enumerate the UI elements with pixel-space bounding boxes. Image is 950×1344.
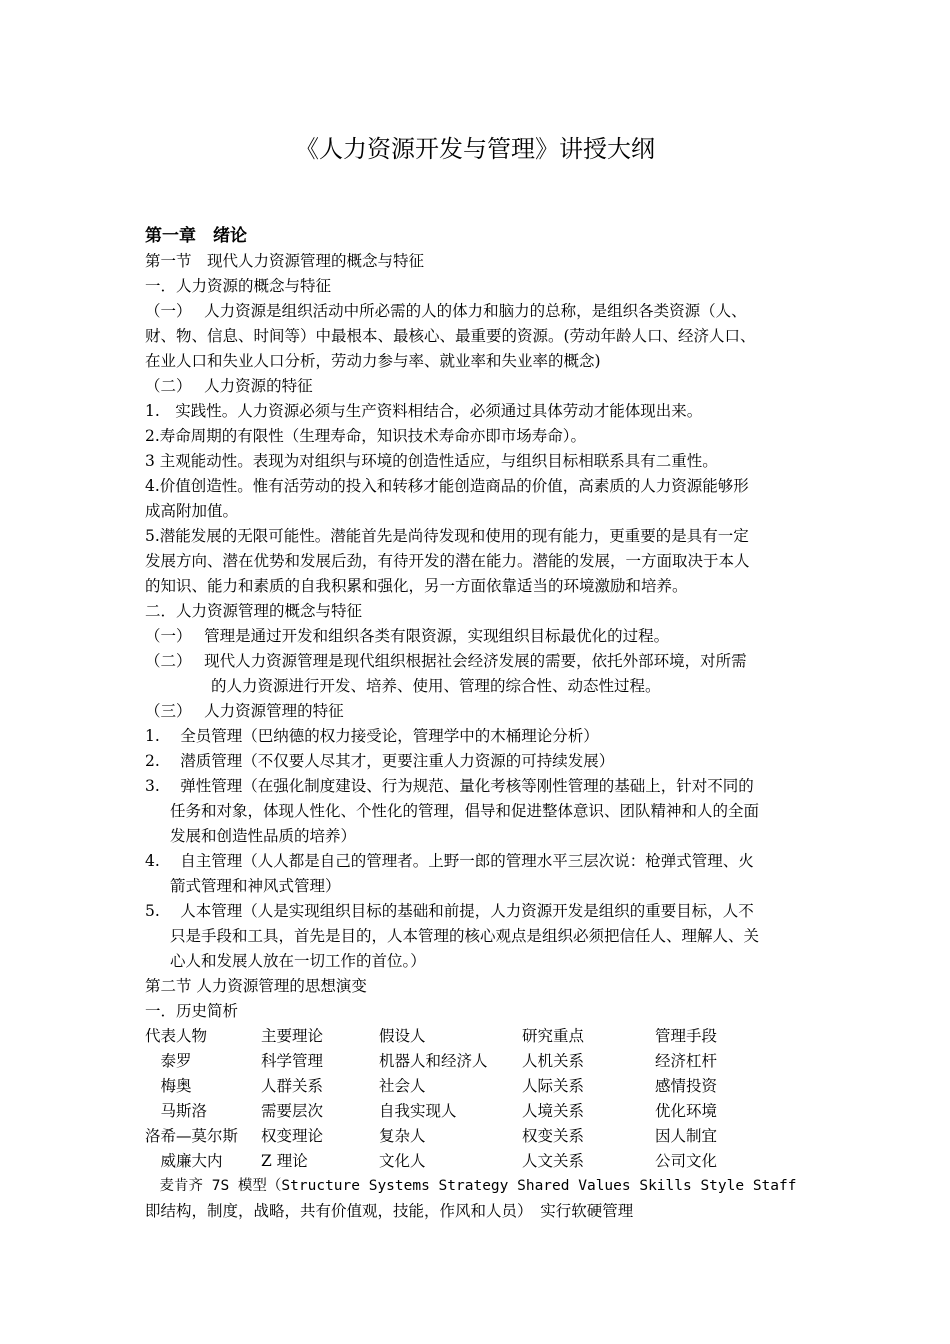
table-row: [145, 1074, 810, 1099]
part-heading: 一．历史简析: [145, 1002, 239, 1020]
table-header: 管理手段: [655, 1027, 718, 1045]
list-item: 的知识、能力和素质的自我积累和强化，另一方面依靠适当的环境激励和培养。: [145, 577, 688, 595]
table-cell: 人群关系: [261, 1077, 324, 1095]
list-item: 心人和发展人放在一切工作的首位。）: [170, 952, 426, 970]
paragraph-line: 的人力资源进行开发、培养、使用、管理的综合性、动态性过程。: [211, 677, 661, 695]
table-header-row: [145, 1024, 810, 1049]
table-cell: 梅奥: [145, 1077, 192, 1095]
list-item: 1. 实践性。人力资源必须与生产资料相结合，必须通过具体劳动才能体现出来。: [145, 402, 703, 420]
table-cell: 人机关系: [522, 1052, 585, 1070]
section-heading: 第二节 人力资源管理的思想演变: [145, 977, 367, 995]
list-item: 发展方向、潜在优势和发展后劲，有待开发的潜在能力。潜能的发展，一方面取决于本人: [145, 552, 750, 570]
list-item: 2. 潜质管理（不仅要人尽其才，更要注重人力资源的可持续发展）: [145, 752, 615, 770]
list-item: 1. 全员管理（巴纳德的权力接受论，管理学中的木桶理论分析）: [145, 727, 599, 745]
paragraph-line: （一） 管理是通过开发和组织各类有限资源，实现组织目标最优化的过程。: [145, 627, 670, 645]
table-cell: 马斯洛: [145, 1102, 208, 1120]
paragraph-line: （二） 现代人力资源管理是现代组织根据社会经济发展的需要，依托外部环境，对所需: [145, 652, 747, 670]
table-cell: 洛希—莫尔斯: [145, 1127, 239, 1145]
table-cell: 人文关系: [522, 1152, 585, 1170]
document-title: 《人力资源开发与管理》讲授大纲: [295, 135, 655, 163]
list-item: 5.潜能发展的无限可能性。潜能首先是尚待发现和使用的现有能力，更重要的是具有一定: [145, 527, 749, 545]
list-item: 发展和创造性品质的培养）: [170, 827, 357, 845]
table-cell: 优化环境: [655, 1102, 718, 1120]
table-row: [145, 1149, 810, 1174]
table-header: 研究重点: [522, 1027, 585, 1045]
table-cell: 人际关系: [522, 1077, 585, 1095]
list-item: 箭式管理和神风式管理）: [170, 877, 341, 895]
table-header: 主要理论: [261, 1027, 324, 1045]
table-cell: 因人制宜: [655, 1127, 718, 1145]
table-cell: 自我实现人: [379, 1102, 457, 1120]
table-cell: 复杂人: [379, 1127, 426, 1145]
table-cell: 经济杠杆: [655, 1052, 718, 1070]
list-item: 4.价值创造性。惟有活劳动的投入和转移才能创造商品的价值，高素质的人力资源能够形: [145, 477, 749, 495]
subpart-heading: （三） 人力资源管理的特征: [145, 702, 344, 720]
table-header: 代表人物: [145, 1027, 208, 1045]
part-heading: 二．人力资源管理的概念与特征: [145, 602, 363, 620]
table-cell: 权变理论: [261, 1127, 324, 1145]
paragraph-line: 在业人口和失业人口分析，劳动力参与率、就业率和失业率的概念): [145, 352, 601, 370]
paragraph-line: 即结构，制度，战略，共有价值观，技能，作风和人员） 实行软硬管理: [145, 1202, 634, 1220]
list-item: 只是手段和工具，首先是目的，人本管理的核心观点是组织必须把信任人、理解人、关: [170, 927, 760, 945]
table-cell: 感情投资: [655, 1077, 718, 1095]
table-cell: 公司文化: [655, 1152, 718, 1170]
paragraph-line: 麦肯齐 7S 模型（Structure Systems Strategy Shared Values Skills Style Staff: [145, 1178, 797, 1194]
paragraph-line: （一） 人力资源是组织活动中所必需的人的体力和脑力的总称，是组织各类资源（人、: [145, 302, 747, 320]
table-cell: 需要层次: [261, 1102, 324, 1120]
subpart-heading: （二） 人力资源的特征: [145, 377, 313, 395]
table-cell: 威廉大内: [145, 1152, 223, 1170]
table-cell: 科学管理: [261, 1052, 324, 1070]
list-item: 4. 自主管理（人人都是自己的管理者。上野一郎的管理水平三层次说：枪弹式管理、火: [145, 852, 754, 870]
chapter-heading: 第一章 绪论: [145, 226, 247, 246]
table-cell: 泰罗: [145, 1052, 192, 1070]
table-cell: 社会人: [379, 1077, 426, 1095]
list-item: 5. 人本管理（人是实现组织目标的基础和前提，人力资源开发是组织的重要目标，人不: [145, 902, 754, 920]
table-row: [145, 1049, 810, 1074]
table-cell: 机器人和经济人: [379, 1052, 488, 1070]
table-cell: 人境关系: [522, 1102, 585, 1120]
list-item: 3 主观能动性。表现为对组织与环境的创造性适应，与组织目标相联系具有二重性。: [145, 452, 718, 470]
list-item: 2.寿命周期的有限性（生理寿命，知识技术寿命亦即市场寿命）。: [145, 427, 587, 445]
paragraph-line: 财、物、信息、时间等）中最根本、最核心、最重要的资源。(劳动年龄人口、经济人口、: [145, 327, 756, 345]
table-header: 假设人: [379, 1027, 426, 1045]
list-item: 成高附加值。: [145, 502, 239, 520]
table-row: [145, 1099, 810, 1124]
table-cell: 文化人: [379, 1152, 426, 1170]
part-heading: 一．人力资源的概念与特征: [145, 277, 332, 295]
table-cell: 权变关系: [522, 1127, 585, 1145]
list-item: 3. 弹性管理（在强化制度建设、行为规范、量化考核等刚性管理的基础上，针对不同的: [145, 777, 754, 795]
list-item: 任务和对象，体现人性化、个性化的管理，倡导和促进整体意识、团队精神和人的全面: [170, 802, 760, 820]
table-cell: Z 理论: [261, 1152, 308, 1170]
table-row: [145, 1124, 810, 1149]
section-heading: 第一节 现代人力资源管理的概念与特征: [145, 252, 425, 270]
